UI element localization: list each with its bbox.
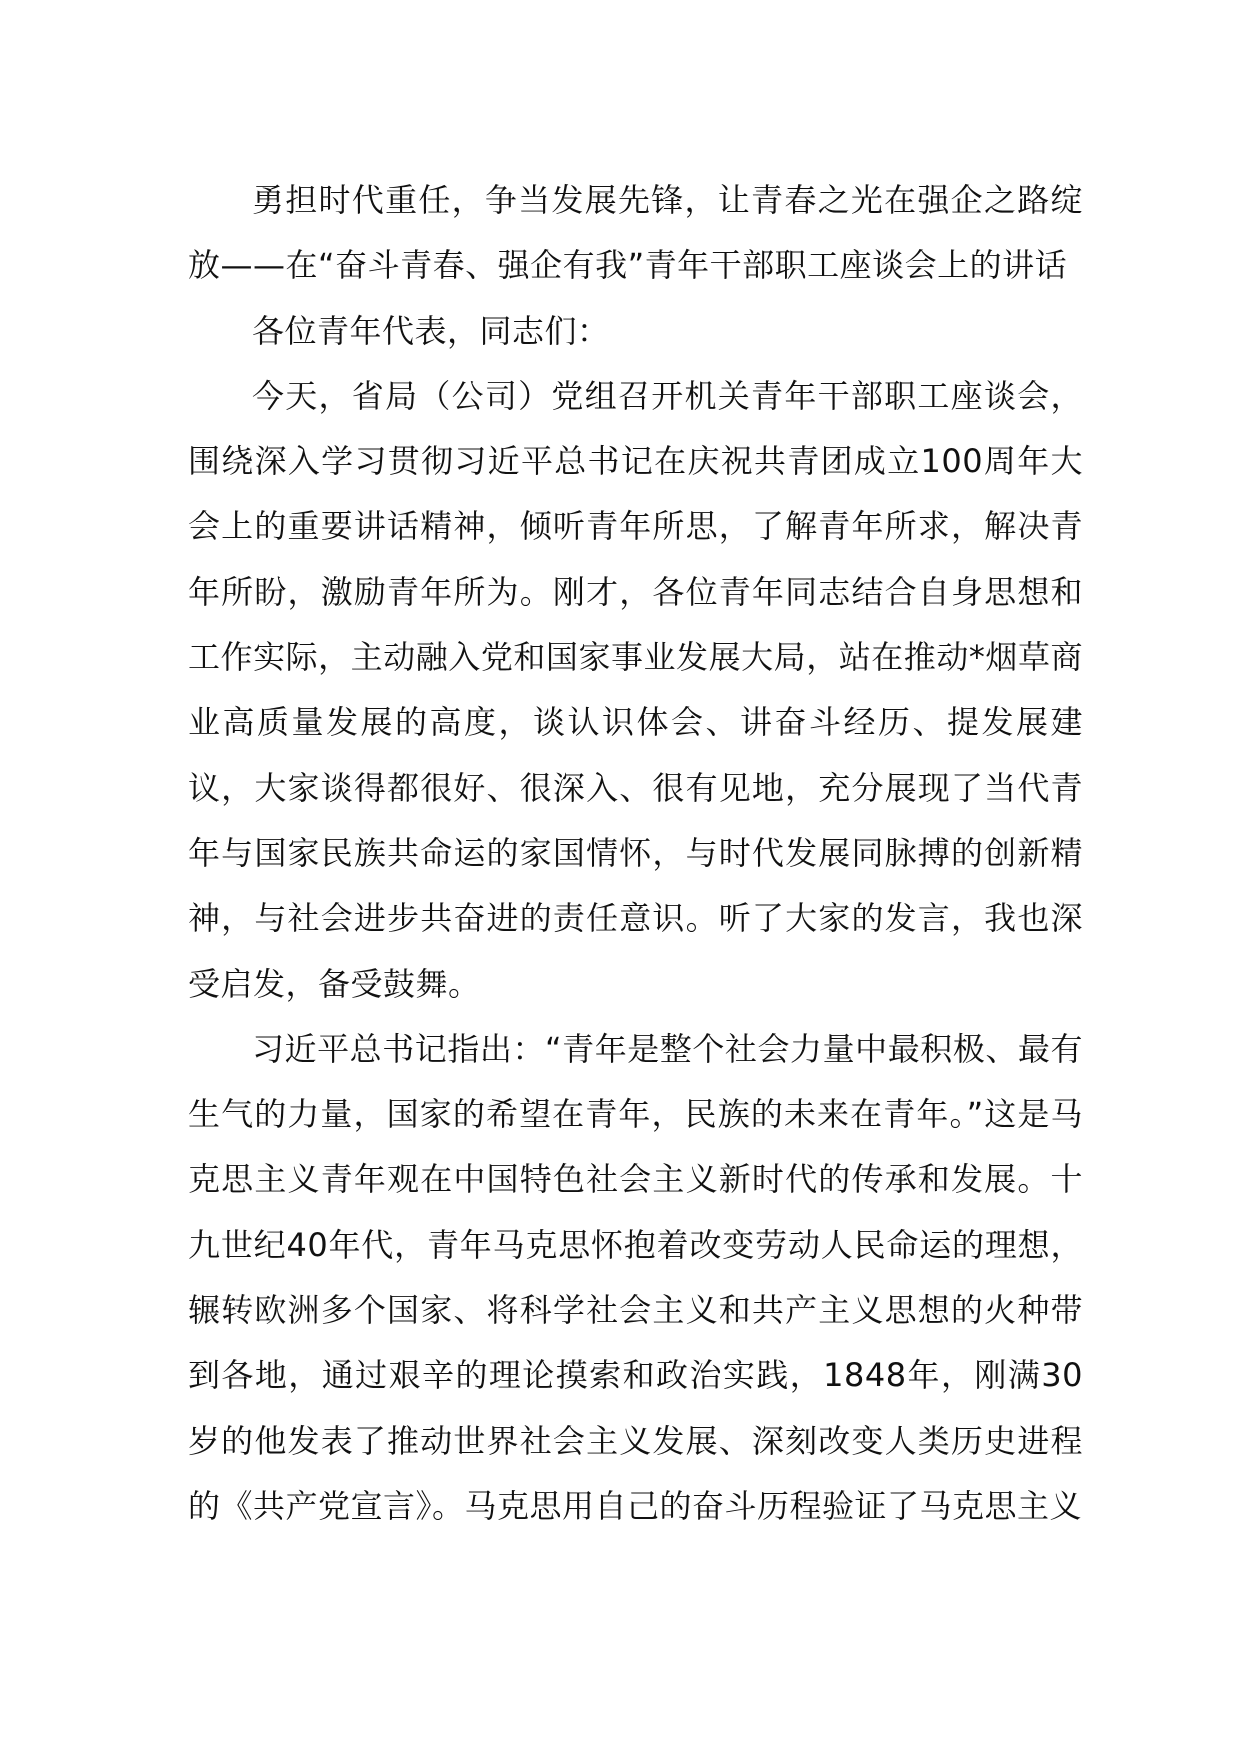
paragraph-1: 今天，省局（公司）党组召开机关青年干部职工座谈会，围绕深入学习贯彻习近平总书记在庆祝共青团成立100周年大会上的重要讲话精神，倾听青年所思，了解青年所求，解决青年所盼，激励青年所为。刚才，各位青年同志结合自身思想和工作实际，主动融入党和国家事业发展大局，站在推动*烟草商业高质量发展的高度，谈认识体会、讲奋斗经历、提发展建议，大家谈得都很好、很深入、很有见地，充分展现了当代青年与国家民族共命运的家国情怀，与时代发展同脉搏的创新精神，与社会进步共奋进的责任意识。听了大家的发言，我也深受启发，备受鼓舞。 (188, 376, 1083, 1003)
salutation: 各位青年代表，同志们： (252, 311, 610, 350)
paragraph-2: 习近平总书记指出：“青年是整个社会力量中最积极、最有生气的力量，国家的希望在青年，民族的未来在青年。”这是马克思主义青年观在中国特色社会主义新时代的传承和发展。十九世纪40年代，青年马克思怀抱着改变劳动人民命运的理想，辗转欧洲多个国家、将科学社会主义和共产主义思想的火种带到各地，通过艰辛的理论摸索和政治实践，1848年，刚满30岁的他发表了推动世界社会主义发展、深刻改变人类历史进程的《共产党宣言》。马克思用自己的奋斗历程验证了马克思主义 (188, 1029, 1083, 1525)
document-body (188, 168, 1083, 1539)
document-title: 勇担时代重任，争当发展先锋，让青春之光在强企之路绽放——在“奋斗青春、强企有我”青年干部职工座谈会上的讲话 (188, 181, 1083, 285)
